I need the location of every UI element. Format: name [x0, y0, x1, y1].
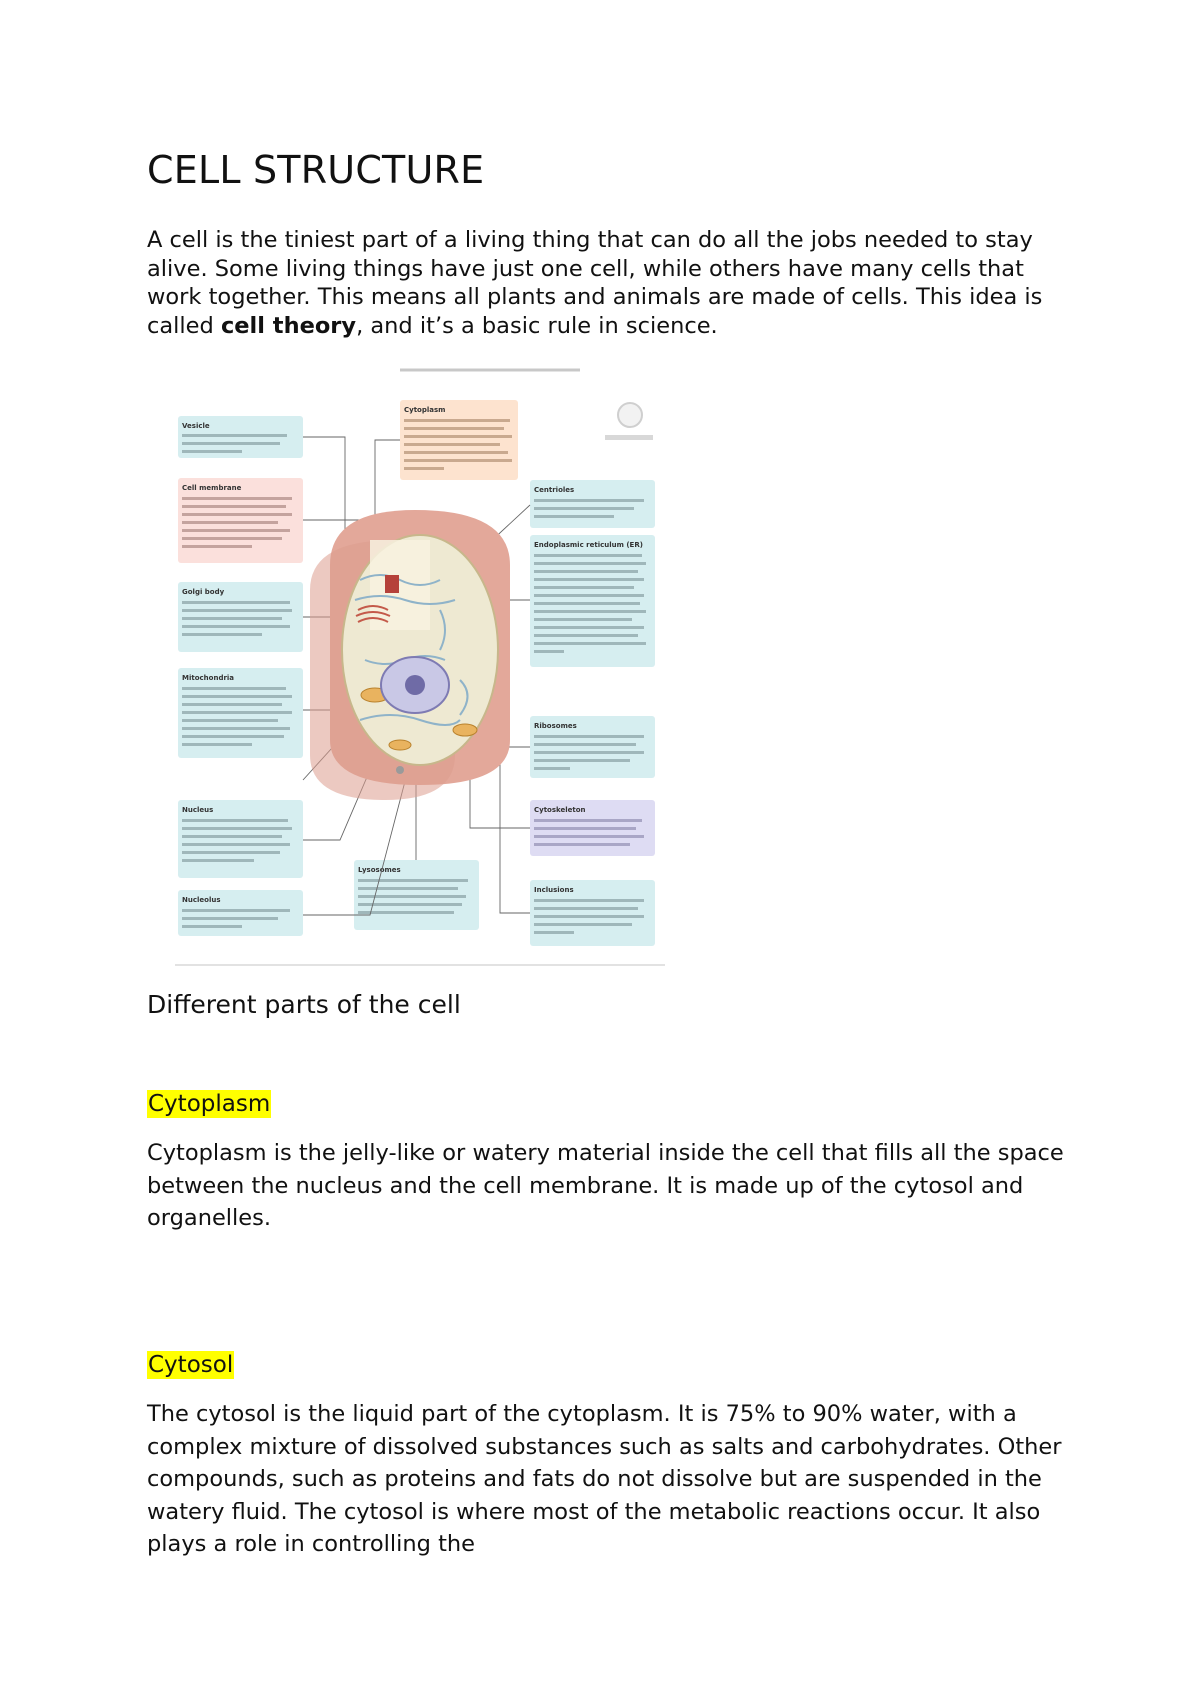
label-nucleolus: [178, 890, 303, 936]
svg-text:Golgi body: Golgi body: [182, 588, 225, 596]
label-cell-membrane: [178, 478, 303, 563]
intro-text-start: A cell is the tiniest part of a living thing that can do all the jobs needed to stay alive. Some living things have just one cell, while others have many cells that work together. This means all plants and animals are made of cells. This idea is called: [147, 227, 1043, 339]
cytosol-heading: Cytosol: [148, 1352, 234, 1378]
intro-paragraph: [147, 226, 1077, 340]
svg-text:Inclusions: Inclusions: [534, 886, 574, 894]
label-cytoplasm: [400, 400, 518, 480]
svg-text:Cell membrane: Cell membrane: [182, 484, 242, 492]
label-cytoskeleton: [530, 800, 655, 856]
label-mitochondria: [178, 668, 303, 758]
svg-text:Centrioles: Centrioles: [534, 486, 575, 494]
page-title: CELL STRUCTURE: [147, 148, 485, 192]
svg-text:Ribosomes: Ribosomes: [534, 722, 577, 730]
svg-text:Nucleolus: Nucleolus: [182, 896, 221, 904]
intro-text-end: , and it’s a basic rule in science.: [356, 312, 718, 339]
label-er: [530, 535, 655, 667]
svg-text:Endoplasmic reticulum (ER): Endoplasmic reticulum (ER): [534, 541, 643, 549]
cell-diagram: [170, 360, 670, 970]
label-golgi: [178, 582, 303, 652]
label-nucleus: [178, 800, 303, 878]
cytoplasm-paragraph: Cytoplasm is the jelly-like or watery material inside the cell that fills all the space between the nucleus and the cell membrane. It is made up of the cytosol and organelles.: [147, 1140, 1064, 1231]
cytoplasm-heading: Cytoplasm: [148, 1091, 271, 1117]
label-centrioles: [530, 480, 655, 528]
label-ribosomes: [530, 716, 655, 778]
label-lysosomes: [354, 860, 479, 930]
cytosol-paragraph: The cytosol is the liquid part of the cytoplasm. It is 75% to 90% water, with a complex mixture of dissolved substances such as salts and carbohydrates. Other compounds, such as proteins and fats do not dissolve but are suspended in the watery fluid. The cytosol is where most of the metabolic reactions occur. It also plays a role in controlling the: [147, 1401, 1062, 1557]
svg-text:Lysosomes: Lysosomes: [358, 866, 401, 874]
label-vesicle: [178, 416, 303, 458]
label-inclusions: [530, 880, 655, 946]
section-heading: Different parts of the cell: [147, 990, 461, 1019]
svg-text:Cytoskeleton: Cytoskeleton: [534, 806, 586, 814]
svg-text:Cytoplasm: Cytoplasm: [404, 406, 446, 414]
intro-bold-term: cell theory: [220, 312, 357, 339]
cell-illustration: [310, 510, 510, 800]
svg-text:Vesicle: Vesicle: [182, 422, 210, 430]
svg-text:Mitochondria: Mitochondria: [182, 674, 235, 682]
svg-text:Nucleus: Nucleus: [182, 806, 214, 814]
